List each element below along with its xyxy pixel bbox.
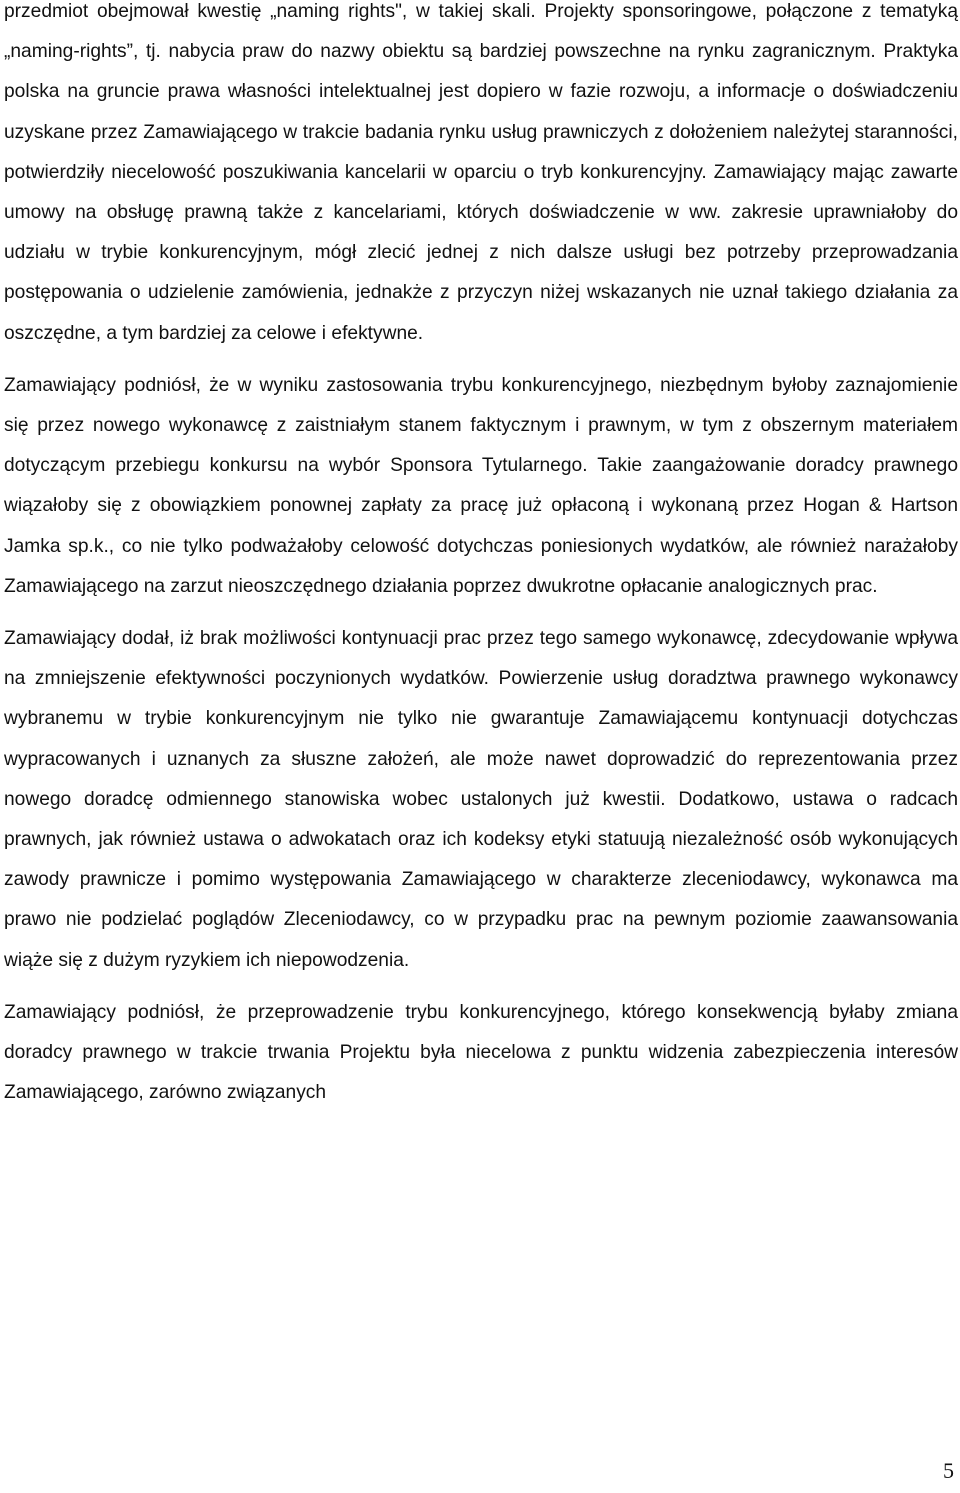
paragraph-2: Zamawiający podniósł, że w wyniku zastosowania trybu konkurencyjnego, niezbędnym byłoby zaznajomienie się przez nowego wykonawcę z zaistniałym stanem faktycznym i prawnym, w tym z obszernym materiałem dotyczącym przebiegu konkursu na wybór Sponsora Tytularnego. Takie zaangażowanie doradcy prawnego wiązałoby się z obowiązkiem ponownej zapłaty za pracę już opłaconą i wykonaną przez Hogan & Hartson Jamka sp.k., co nie tylko podważałoby celowość dotychczas poniesionych wydatków, ale również narażałoby Zamawiającego na zarzut nieoszczędnego działania poprzez dwukrotne opłacanie analogicznych prac. [4, 374, 958, 597]
paragraph-3: Zamawiający dodał, iż brak możliwości kontynuacji prac przez tego samego wykonawcę, zdecydowanie wpływa na zmniejszenie efektywności poczynionych wydatków. Powierzenie usług doradztwa prawnego wykonawcy wybranemu w trybie konkurencyjnym nie tylko nie gwarantuje Zamawiającemu kontynuacji dotychczas wypracowanych i uznanych za słuszne założeń, ale może nawet doprowadzić do reprezentowania przez nowego doradcę odmiennego stanowiska wobec ustalonych już kwestii. Dodatkowo, ustawa o radcach prawnych, jak również ustawa o adwokatach oraz ich kodeksy etyki statuują niezależność osób wykonujących zawody prawnicze i pomimo występowania Zamawiającego w charakterze zleceniodawcy, wykonawca ma prawo nie podzielać poglądów Zleceniodawcy, co w przypadku prac na pewnym poziomie zaawansowania wiąże się z dużym ryzykiem ich niepowodzenia. [4, 628, 958, 971]
document-page [4, 0, 958, 1113]
paragraph-4: Zamawiający podniósł, że przeprowadzenie trybu konkurencyjnego, którego konsekwencją byłaby zmiana doradcy prawnego w trakcie trwania Projektu była niecelowa z punktu widzenia zabezpieczenia interesów Zamawiającego, zarówno związanych [4, 1001, 958, 1104]
paragraph-1: przedmiot obejmował kwestię „naming rights", w takiej skali. Projekty sponsoringowe, połączone z tematyką „naming-rights”, tj. nabycia praw do nazwy obiektu są bardziej powszechne na rynku zagranicznym. Praktyka polska na gruncie prawa własności intelektualnej jest dopiero w fazie rozwoju, a informacje o doświadczeniu uzyskane przez Zamawiającego w trakcie badania rynku usług prawniczych z dołożeniem należytej staranności, potwierdziły niecelowość poszukiwania kancelarii w oparciu o tryb konkurencyjny. Zamawiający mając zawarte umowy na obsługę prawną także z kancelariami, których doświadczenie w ww. zakresie uprawniałoby do udziału w trybie konkurencyjnym, mógł zlecić jednej z nich dalsze usługi bez potrzeby przeprowadzania postępowania o udzielenie zamówienia, jednakże z przyczyn niżej wskazanych nie uznał takiego działania za oszczędne, a tym bardziej za celowe i efektywne. [4, 1, 958, 344]
page-number: 5 [943, 1458, 954, 1483]
